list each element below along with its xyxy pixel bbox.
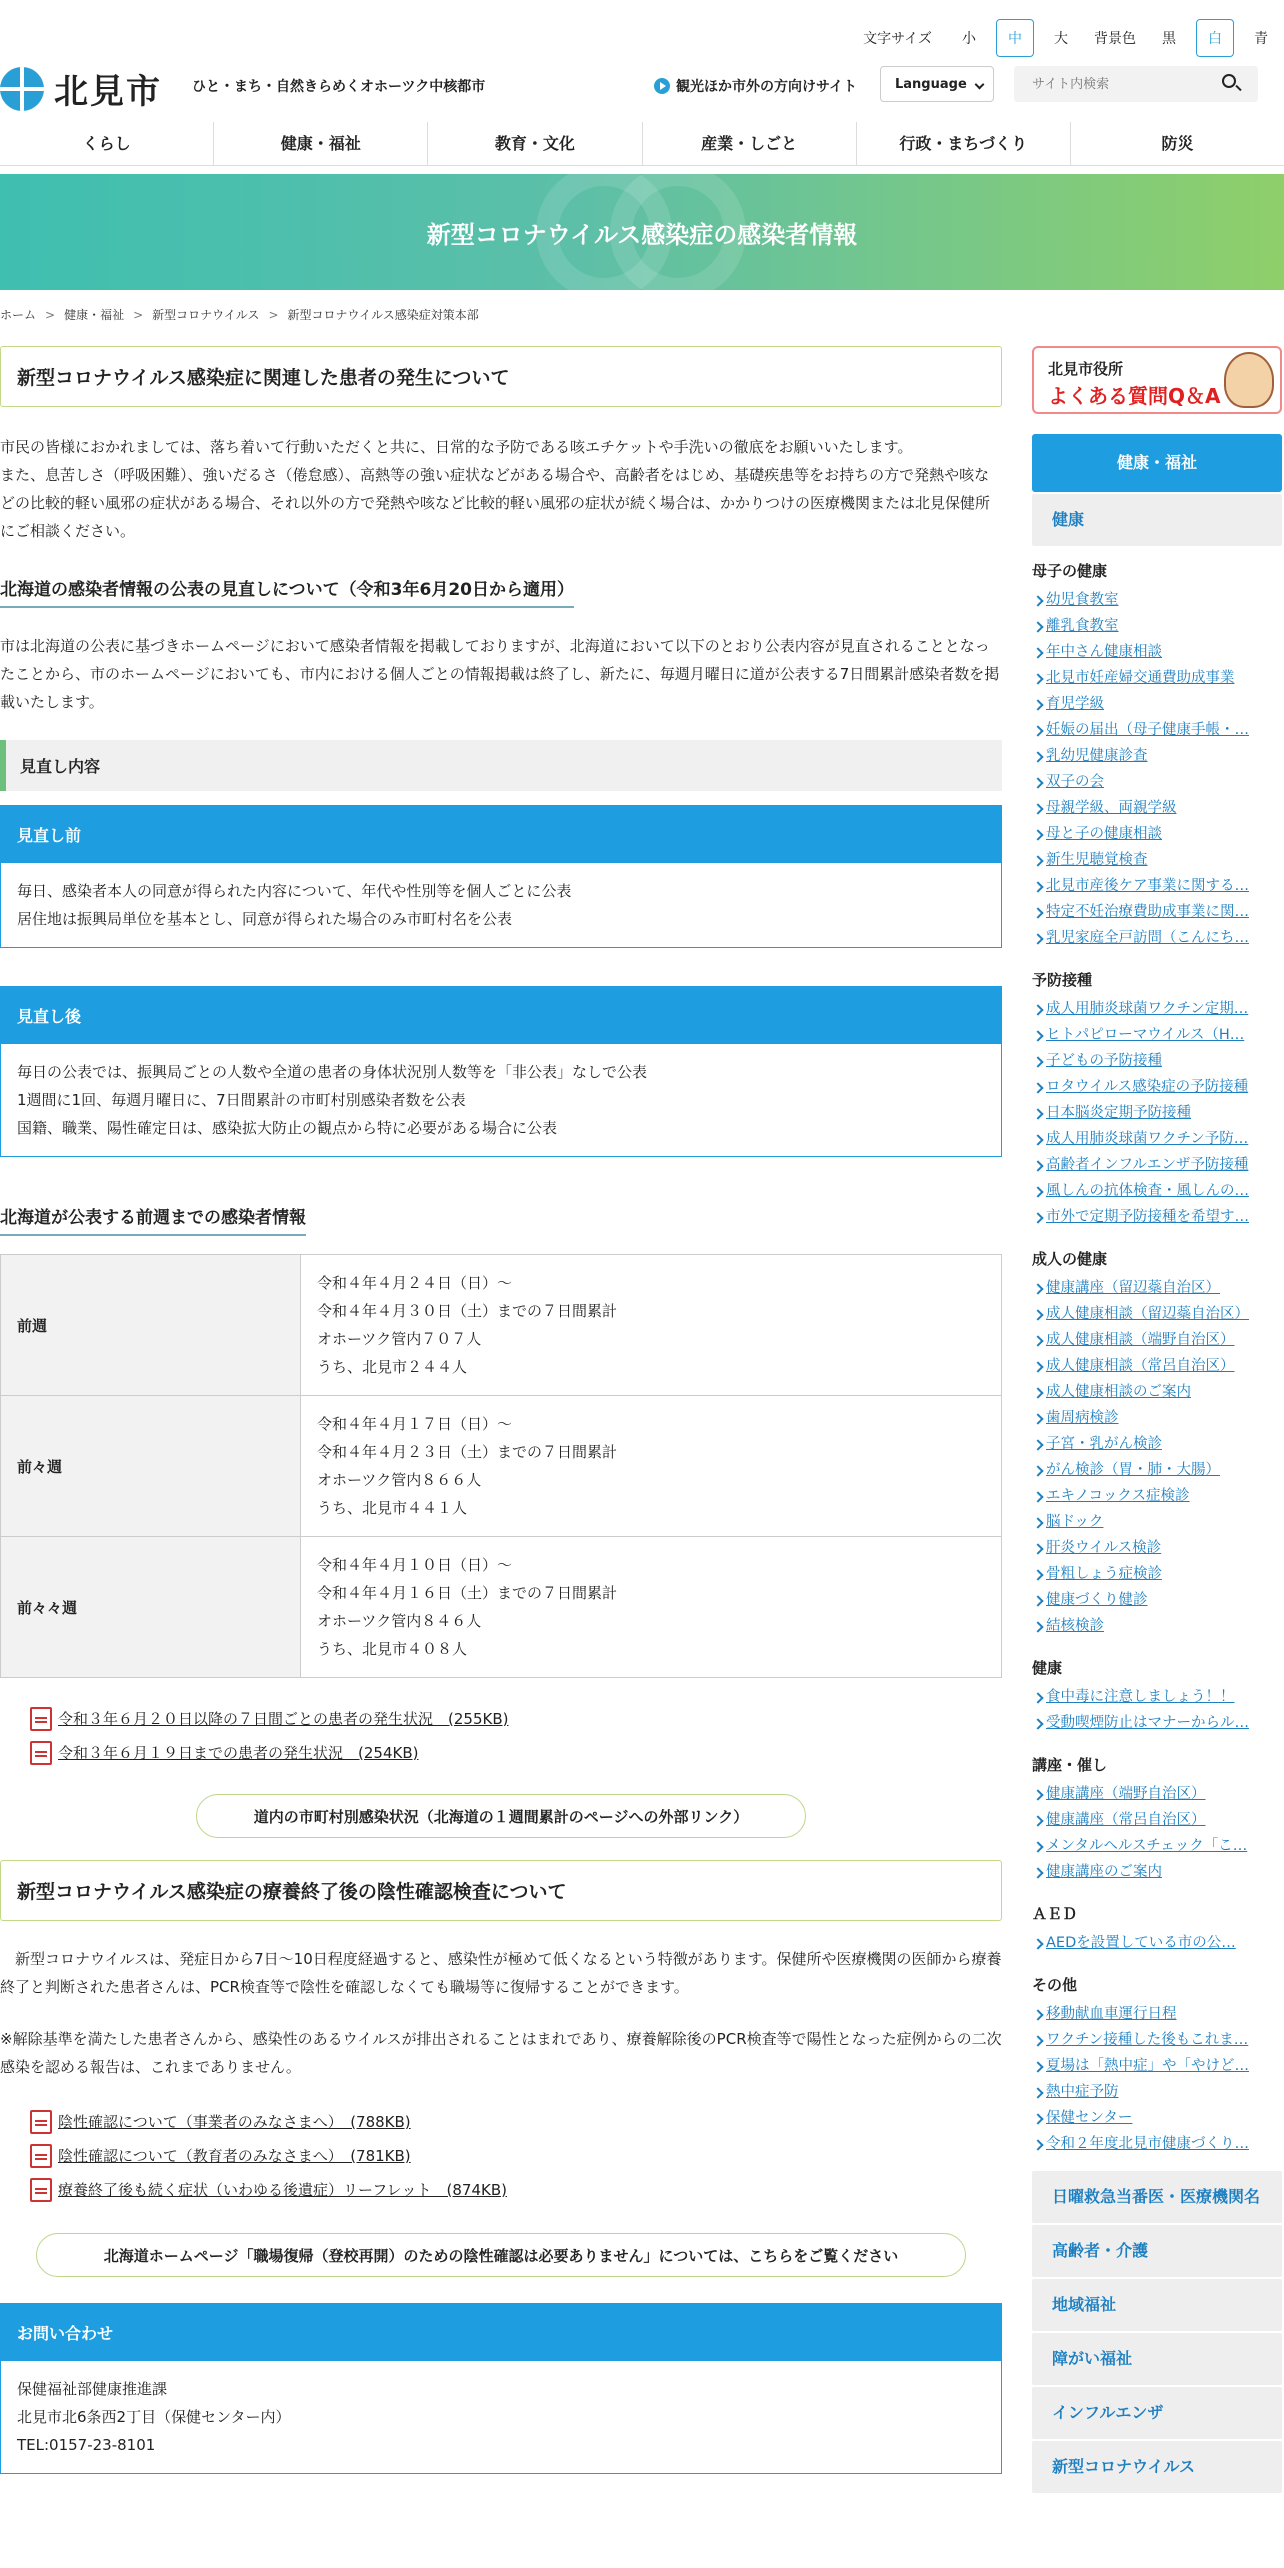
sidebar-link[interactable]: ワクチン接種した後もこれま… [1032,2027,1282,2053]
sidebar-link[interactable]: 食中毒に注意しましょう！！ [1032,1684,1282,1710]
sidebar-link[interactable]: AEDを設置している市の公… [1032,1930,1282,1956]
main-content [0,346,1002,2474]
pdf-link[interactable]: 陰性確認について（事業者のみなさまへ） (788KB) [30,2105,1002,2139]
site-logo[interactable] [0,64,162,113]
bg-black-button[interactable]: 黒 [1162,31,1176,47]
row-label: 前々週 [1,1396,301,1537]
sidebar-link[interactable]: 母と子の健康相談 [1032,821,1282,847]
font-size-small-button[interactable]: 小 [962,31,976,47]
external-link-button[interactable]: 北海道ホームページ「職場復帰（登校再開）のための陰性確認は必要ありません」については、こちらをご覧ください [36,2233,966,2277]
before-line: 居住地は振興局単位を基本とし、同意が得られた場合のみ市町村名を公表 [17,910,513,928]
sidebar-link[interactable]: 子どもの予防接種 [1032,1048,1282,1074]
cell-line: 令和４年４月３０日（土）までの７日間累計 [317,1302,618,1320]
breadcrumb-health-welfare[interactable]: 健康・福祉 [64,308,125,322]
pdf-icon [30,2178,52,2202]
sidebar-link[interactable]: メンタルヘルスチェック「こ… [1032,1833,1282,1859]
sidebar-link[interactable]: 健康講座（留辺蘂自治区） [1032,1275,1282,1301]
cell-line: オホーツク管内８６６人 [317,1471,482,1489]
table-row [1,1255,1002,1396]
site-header [0,60,1284,112]
sidebar-link[interactable]: 双子の会 [1032,769,1282,795]
breadcrumb: ホーム > 健康・福祉 > 新型コロナウイルス > 新型コロナウイルス感染症対策本部 [0,308,479,322]
pdf-icon [30,2144,52,2168]
sidebar-link[interactable]: 健康講座のご案内 [1032,1859,1282,1885]
sidebar-link[interactable]: 成人用肺炎球菌ワクチン定期… [1032,996,1282,1022]
gnav-industry-work[interactable]: 産業・しごと [642,122,856,165]
mascot-icon [1224,352,1274,408]
sidebar-link[interactable]: 高齢者インフルエンザ予防接種 [1032,1152,1282,1178]
sidebar-link[interactable]: 成人用肺炎球菌ワクチン予防… [1032,1126,1282,1152]
sidebar-group-title: 成人の健康 [1032,1250,1108,1268]
row-label: 前週 [1,1255,301,1396]
sidebar-menu-item[interactable]: 新型コロナウイルス [1032,2441,1282,2493]
contact-heading: お問い合わせ [1,2304,1001,2361]
sidebar-group-title: 健康 [1032,1659,1063,1677]
play-circle-icon [654,78,670,94]
weekly-cases-heading: 北海道が公表する前週までの感染者情報 [0,1203,306,1236]
sidebar-group-title: 予防接種 [1032,971,1093,989]
negative-test-note: ※解除基準を満たした患者さんから、感染性のあるウイルスが排出されることはまれであり、療養解除後のPCR検査等で陽性となった症例からの二次感染を認める報告は、これまでありません。 [0,2030,1002,2076]
bg-blue-button[interactable]: 青 [1254,31,1268,47]
sidebar-group-title: その他 [1032,1976,1078,1994]
section-heading: 新型コロナウイルス感染症の療養終了後の陰性確認検査について [0,1860,1002,1921]
sidebar-link[interactable]: 特定不妊治療費助成事業に関… [1032,899,1282,925]
sidebar-menu-item[interactable]: 高齢者・介護 [1032,2225,1282,2277]
sidebar-link[interactable]: 北見市妊産婦交通費助成事業 [1032,665,1282,691]
sidebar-group-title: ＡＥＤ [1032,1905,1078,1923]
sidebar-link[interactable]: ロタウイルス感染症の予防接種 [1032,1074,1282,1100]
sidebar-link[interactable]: 受動喫煙防止はマナーからル… [1032,1710,1282,1736]
pdf-icon [30,1707,52,1731]
sidebar [1032,346,1282,2493]
gnav-disaster[interactable]: 防災 [1070,122,1284,165]
contact-phone: TEL:0157-23-8101 [17,2436,156,2454]
cell-line: 令和４年４月１０日（日）～ [317,1556,513,1574]
search-icon[interactable] [1222,74,1236,88]
before-line: 毎日、感染者本人の同意が得られた内容について、年代や性別等を個人ごとに公表 [17,882,572,900]
sidebar-link[interactable]: 乳児家庭全戸訪問（こんにち… [1032,925,1282,951]
sidebar-link[interactable]: 肝炎ウイルス検診 [1032,1535,1282,1561]
sidebar-link[interactable]: 成人健康相談（常呂自治区） [1032,1353,1282,1379]
sidebar-group-title: 講座・催し [1032,1756,1108,1774]
sidebar-link[interactable]: 成人健康相談（留辺蘂自治区） [1032,1301,1282,1327]
sidebar-link[interactable]: 妊娠の届出（母子健康手帳・… [1032,717,1282,743]
bg-white-button[interactable]: 白 [1196,19,1234,57]
contact-box [0,2303,1002,2474]
sidebar-link[interactable]: 成人健康相談（端野自治区） [1032,1327,1282,1353]
site-tagline: ひと・まち・自然きらめくオホーツク中核都市 [192,79,486,95]
font-size-label: 文字サイズ [863,31,932,47]
pdf-link[interactable]: 陰性確認について（教育者のみなさまへ） (781KB) [30,2139,1002,2173]
cell-line: 令和４年４月１７日（日）～ [317,1415,513,1433]
sidebar-link[interactable]: 幼児食教室 [1032,587,1282,613]
cell-line: 令和４年４月２４日（日）～ [317,1274,513,1292]
sidebar-subcategory[interactable]: 健康 [1032,494,1282,546]
after-review-heading: 見直し後 [1,987,1001,1044]
before-review-box [0,805,1002,948]
table-row [1,1537,1002,1678]
contact-address: 北見市北6条西2丁目（保健センター内） [17,2408,291,2426]
font-size-medium-button[interactable]: 中 [996,19,1034,57]
sidebar-group-title: 母子の健康 [1032,562,1108,580]
intro-paragraph: 市民の皆様におかれましては、落ち着いて行動いただくと共に、日常的な予防である咳エチケットや手洗いの徹底をお願いいたします。 また、息苦しさ（呼吸困難）、強いだるさ（倦怠感）、高熱等の強い症状などがある場合や、高齢者をはじめ、基礎疾患等をお持ちの方で発熱や咳などの比較的軽い風邪の症状がある場合、それ以外の方で発熱や咳など比較的軽い風邪の症状が続く場合は、かかりつけの医療機関または北見保健所にご相談ください。 [0,438,991,540]
sidebar-link[interactable]: エキノコックス症検診 [1032,1483,1282,1509]
chevron-down-icon [975,80,985,90]
cell-line: オホーツク管内８４６人 [317,1612,482,1630]
gnav-administration[interactable]: 行政・まちづくり [856,122,1070,165]
cell-line: オホーツク管内７０７人 [317,1330,482,1348]
after-line: 国籍、職業、陽性確定日は、感染拡大防止の観点から特に必要がある場合に公表 [17,1119,558,1137]
sidebar-link[interactable]: 骨粗しょう症検診 [1032,1561,1282,1587]
contact-department: 保健福祉部健康推進課 [17,2380,168,2398]
faq-banner[interactable] [1032,346,1282,414]
sidebar-menu-item[interactable]: 障がい福祉 [1032,2333,1282,2385]
pdf-link-list [0,1702,1002,1770]
row-label: 前々々週 [1,1537,301,1678]
tourism-link-label: 観光ほか市外の方向けサイト [676,79,858,95]
logo-text: 北見市 [54,72,162,112]
gnav-health-welfare[interactable]: 健康・福祉 [213,122,427,165]
table-row [1,1396,1002,1537]
pdf-link[interactable]: 令和３年６月２０日以降の７日間ごとの患者の発生状況 (255KB) [30,1702,1002,1736]
cell-line: うち、北見市２４４人 [317,1358,468,1376]
after-review-box [0,986,1002,1157]
sidebar-link[interactable]: 母親学級、両親学級 [1032,795,1282,821]
sidebar-link[interactable]: 健康講座（端野自治区） [1032,1781,1282,1807]
negative-test-paragraph: 新型コロナウイルスは、発症日から7日～10日程度経過すると、感染性が極めて低くなるという特徴があります。保健所や医療機関の医師から療養終了と判断された患者さんは、PCR検査等で陰性を確認しなくても職場等に復帰することができます。 [0,1950,1002,1996]
after-line: 1週間に1回、毎週月曜日に、7日間累計の市町村別感染者数を公表 [17,1091,466,1109]
sidebar-link[interactable]: 新生児聴覚検査 [1032,847,1282,873]
breadcrumb-home[interactable]: ホーム [0,308,37,322]
faq-banner-line2: よくある質問Q＆A [1048,384,1221,408]
external-link-button[interactable]: 道内の市町村別感染状況（北海道の１週間累計のページへの外部リンク） [196,1794,806,1838]
review-heading: 北海道の感染者情報の公表の見直しについて（令和3年6月20日から適用） [0,575,574,608]
sidebar-link[interactable]: 日本脳炎定期予防接種 [1032,1100,1282,1126]
breadcrumb-covid[interactable]: 新型コロナウイルス [152,308,260,322]
sidebar-link[interactable]: 子宮・乳がん検診 [1032,1431,1282,1457]
weekly-cases-table [0,1254,1002,1678]
background-color-label: 背景色 [1094,31,1136,47]
sidebar-link[interactable]: 健康講座（常呂自治区） [1032,1807,1282,1833]
review-paragraph: 市は北海道の公表に基づきホームページにおいて感染者情報を掲載しておりますが、北海道において以下のとおり公表内容が見直されることとなったことから、市のホームページにおいても、市内における個人ごとの情報掲載は終了し、新たに、毎週月曜日に道が公表する7日間累計感染者数を掲載いたします。 [0,637,1000,711]
sidebar-link[interactable]: ヒトパピローマウイルス（H… [1032,1022,1282,1048]
font-size-large-button[interactable]: 大 [1054,31,1068,47]
sidebar-link[interactable]: 保健センター [1032,2105,1282,2131]
cell-line: 令和４年４月１６日（土）までの７日間累計 [317,1584,618,1602]
accessibility-bar [863,20,1284,56]
after-line: 毎日の公表では、振興局ごとの人数や全道の患者の身体状況別人数等を「非公表」なしで公表 [17,1063,648,1081]
sidebar-link[interactable]: 育児学級 [1032,691,1282,717]
cell-line: 令和４年４月２３日（土）までの７日間累計 [317,1443,618,1461]
before-review-heading: 見直し前 [1,806,1001,863]
page-title-banner [0,174,1284,290]
sidebar-link[interactable]: 結核検診 [1032,1613,1282,1639]
gnav-education-culture[interactable]: 教育・文化 [427,122,641,165]
sidebar-link[interactable]: 健康づくり健診 [1032,1587,1282,1613]
city-emblem-icon [0,67,44,111]
language-label: Language [895,76,967,92]
sidebar-menu-item[interactable]: 地域福祉 [1032,2279,1282,2331]
sidebar-link[interactable]: 熱中症予防 [1032,2079,1282,2105]
pdf-link[interactable]: 療養終了後も続く症状（いわゆる後遺症）リーフレット (874KB) [30,2173,1002,2207]
review-contents-heading: 見直し内容 [0,740,1002,791]
gnav-kurashi[interactable]: くらし [82,134,131,153]
pdf-icon [30,2110,52,2134]
sidebar-link[interactable]: 歯周病検診 [1032,1405,1282,1431]
pdf-link-list [0,2105,1002,2207]
pdf-icon [30,1741,52,1765]
sidebar-menu-item[interactable]: 日曜救急当番医・医療機関名 [1032,2171,1282,2223]
sidebar-link[interactable]: 年中さん健康相談 [1032,639,1282,665]
cell-line: うち、北見市４０８人 [317,1640,468,1658]
sidebar-link[interactable]: 北見市産後ケア事業に関する… [1032,873,1282,899]
sidebar-menu-item[interactable]: インフルエンザ [1032,2387,1282,2439]
tourism-site-link[interactable] [654,76,857,96]
sidebar-link[interactable]: 夏場は「熱中症」や「やけど… [1032,2053,1282,2079]
sidebar-link[interactable]: 移動献血車運行日程 [1032,2001,1282,2027]
sidebar-category-title[interactable]: 健康・福祉 [1032,434,1282,492]
sidebar-groups [1032,560,1282,2157]
global-navigation [0,122,1284,166]
sidebar-bottom-menu [1032,2171,1282,2493]
sidebar-link[interactable]: 乳幼児健康診査 [1032,743,1282,769]
page-title: 新型コロナウイルス感染症の感染者情報 [426,220,858,249]
sidebar-link[interactable]: がん検診（胃・肺・大腸） [1032,1457,1282,1483]
faq-banner-line1: 北見市役所 [1048,360,1124,378]
site-search-input[interactable] [1014,66,1258,102]
sidebar-link[interactable]: 風しんの抗体検査・風しんの… [1032,1178,1282,1204]
sidebar-link[interactable]: 脳ドック [1032,1509,1282,1535]
sidebar-link[interactable]: 成人健康相談のご案内 [1032,1379,1282,1405]
section-heading: 新型コロナウイルス感染症に関連した患者の発生について [0,346,1002,407]
language-select[interactable] [880,66,994,102]
cell-line: うち、北見市４４１人 [317,1499,468,1517]
sidebar-link[interactable]: 令和２年度北見市健康づくり… [1032,2131,1282,2157]
sidebar-link[interactable]: 離乳食教室 [1032,613,1282,639]
breadcrumb-current: 新型コロナウイルス感染症対策本部 [287,308,479,322]
pdf-link[interactable]: 令和３年６月１９日までの患者の発生状況 (254KB) [30,1736,1002,1770]
sidebar-link[interactable]: 市外で定期予防接種を希望す… [1032,1204,1282,1230]
